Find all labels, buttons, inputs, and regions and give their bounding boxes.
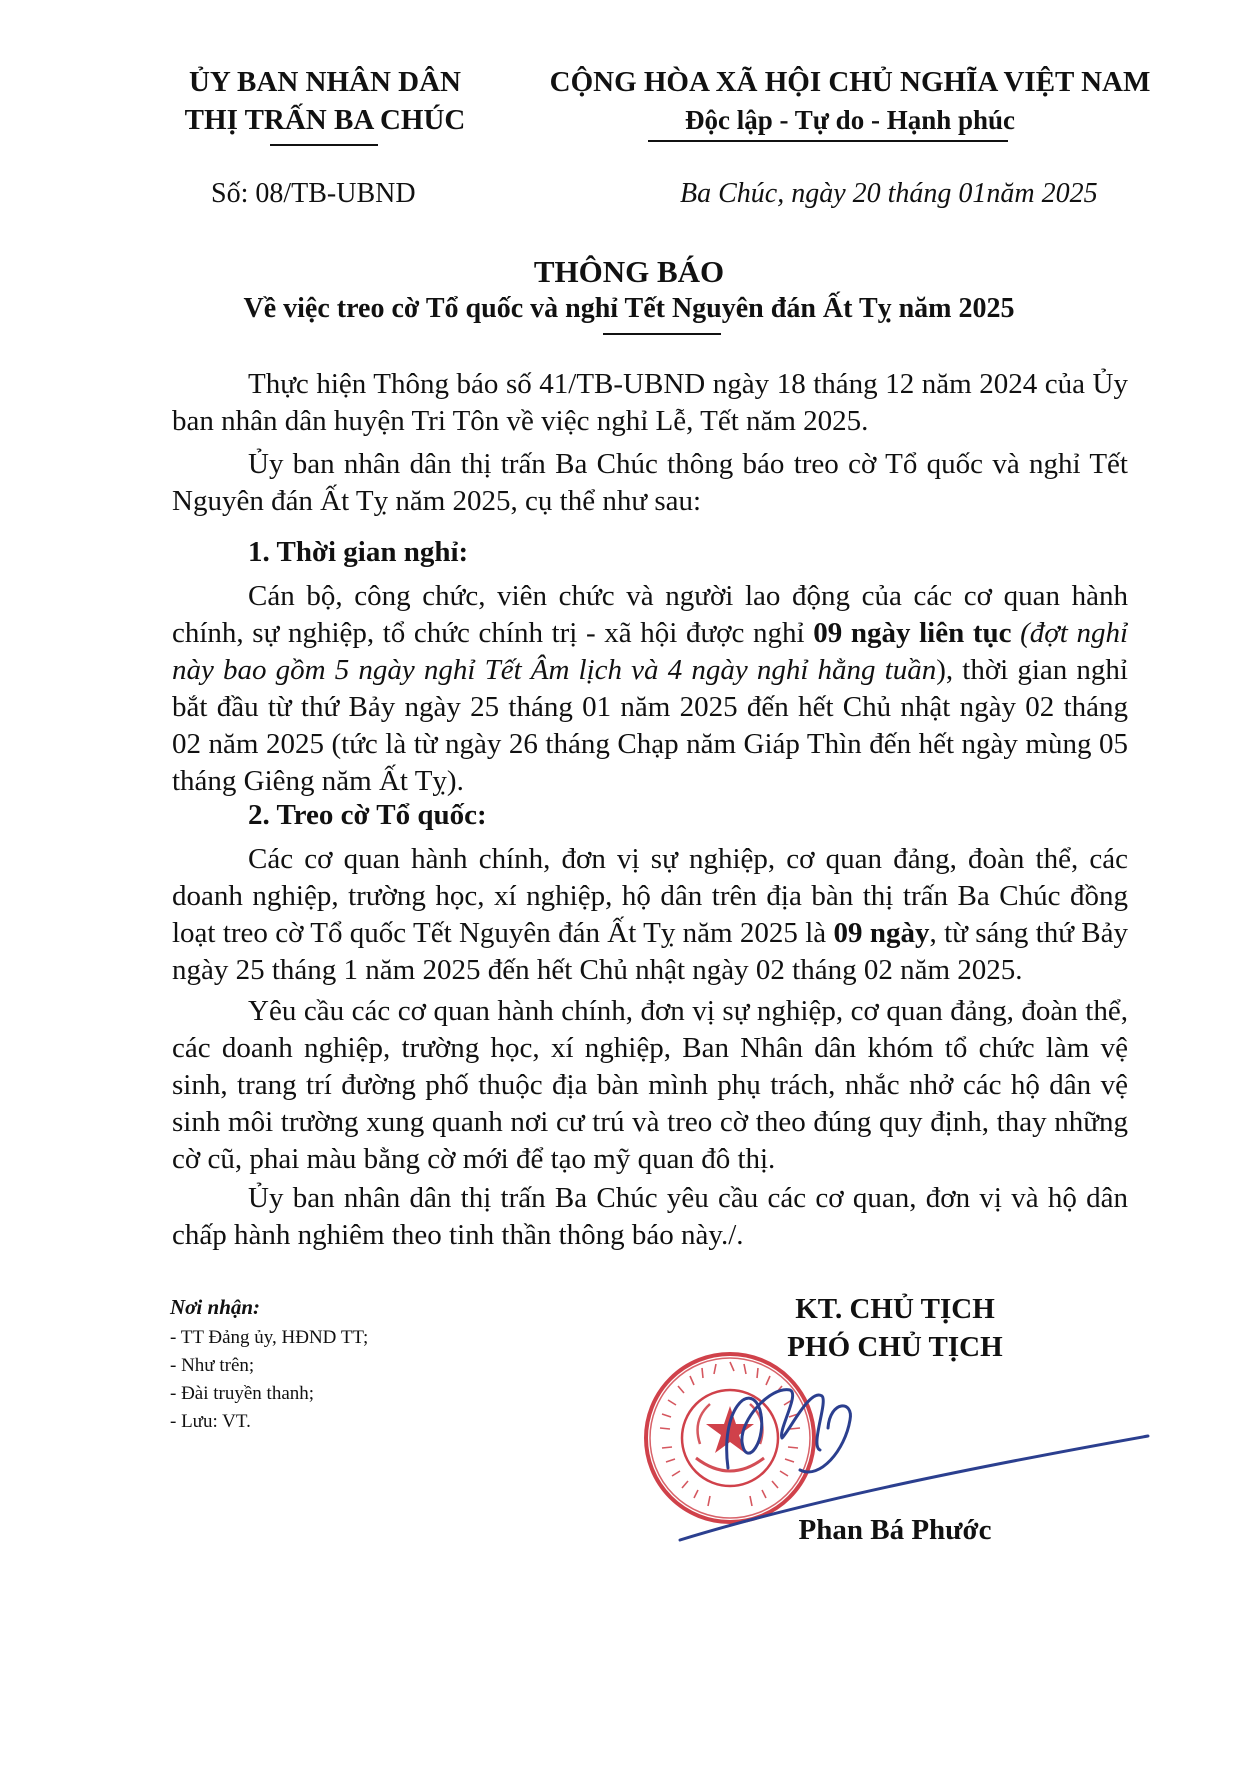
signatory-on-behalf: KT. CHỦ TỊCH [795, 1293, 995, 1325]
section-2-heading: 2. Treo cờ Tổ quốc: [248, 799, 487, 831]
section-2-text-b: , từ sáng thứ Bảy ngày 25 tháng 1 năm 2025 đến hết Chủ nhật ngày 02 tháng 02 năm 2025. [172, 917, 1129, 986]
section-1-text-a: Cán bộ, công chức, viên chức và người lao động của các cơ quan hành chính, sự nghiệp, tổ chức chính trị - xã hội được nghỉ [172, 580, 1128, 649]
section-2-text-a: Các cơ quan hành chính, đơn vị sự nghiệp, cơ quan đảng, đoàn thể, các doanh nghiệp, trường học, xí nghiệp, hộ dân trên địa bàn thị trấn Ba Chúc đồng loạt treo cờ Tổ quốc Tết Nguyên đán Ất Tỵ năm 2025 là [172, 843, 1128, 949]
place-date: Ba Chúc, ngày 20 tháng 01năm 2025 [680, 178, 1098, 209]
section-1-italic: (đợt nghỉ này bao gồm 5 ngày nghỉ Tết Âm lịch và 4 ngày nghỉ hằng tuần [172, 617, 1129, 686]
nation-title: CỘNG HÒA XÃ HỘI CHỦ NGHĨA VIỆT NAM [549, 66, 1151, 98]
section-1-text [172, 578, 1128, 800]
section-2-bold: 09 ngày [833, 917, 930, 949]
recipient-item: - TT Đảng ủy, HĐND TT; [170, 1327, 369, 1348]
doc-subject: Về việc treo cờ Tổ quốc và nghỉ Tết Nguyên đán Ất Tỵ năm 2025 [243, 293, 1015, 324]
doc-title: THÔNG BÁO [533, 254, 725, 289]
recipient-item: - Đài truyền thanh; [170, 1383, 315, 1404]
motto-underline [648, 140, 1008, 142]
agency-underline [270, 144, 378, 146]
nation-header [510, 63, 1190, 139]
signatory-name: Phan Bá Phước [798, 1514, 992, 1546]
section-1-heading: 1. Thời gian nghỉ: [248, 536, 469, 568]
motto: Độc lập - Tự do - Hạnh phúc [684, 105, 1016, 135]
agency-line1: ỦY BAN NHÂN DÂN [188, 66, 461, 98]
subject-underline [603, 333, 721, 335]
section-1-bold: 09 ngày liên tục [813, 617, 1012, 649]
section-1-text-b: ), thời gian nghỉ bắt đầu từ thứ Bảy ngày 25 tháng 01 năm 2025 đến hết Chủ nhật ngày 02 tháng 02 năm 2025 (tức là từ ngày 26 tháng Chạp năm Giáp Thìn đến hết ngày mùng 05 tháng Giêng năm Ất Tỵ). [172, 654, 1128, 797]
paragraph-1: Thực hiện Thông báo số 41/TB-UBND ngày 18 tháng 12 năm 2024 của Ủy ban nhân dân huyện Tri Tôn về việc nghỉ Lễ, Tết năm 2025. [172, 368, 1128, 437]
recipients-heading: Nơi nhận: [170, 1295, 261, 1319]
paragraph-2: Ủy ban nhân dân thị trấn Ba Chúc thông báo treo cờ Tổ quốc và nghỉ Tết Nguyên đán Ất Tỵ năm 2025, cụ thể như sau: [172, 448, 1128, 517]
agency-line2: THỊ TRẤN BA CHÚC [184, 104, 466, 136]
doc-number: Số: 08/TB-UBND [211, 178, 416, 209]
signatory-position: PHÓ CHỦ TỊCH [787, 1331, 1003, 1363]
recipient-item: - Lưu: VT. [170, 1411, 251, 1432]
recipient-item: - Như trên; [170, 1355, 255, 1376]
agency-header [160, 63, 490, 139]
section-2-text [172, 841, 1128, 989]
paragraph-4: Ủy ban nhân dân thị trấn Ba Chúc yêu cầu các cơ quan, đơn vị và hộ dân chấp hành nghiêm theo tinh thần thông báo này./. [172, 1182, 1128, 1251]
paragraph-3: Yêu cầu các cơ quan hành chính, đơn vị sự nghiệp, cơ quan đảng, đoàn thể, các doanh nghiệp, trường học, xí nghiệp, Ban Nhân dân khóm tổ chức làm vệ sinh, trang trí đường phố thuộc địa bàn mình phụ trách, nhắc nhở các hộ dân vệ sinh môi trường xung quanh nơi cư trú và treo cờ theo đúng quy định, thay những cờ cũ, phai màu bằng cờ mới để tạo mỹ quan đô thị. [172, 995, 1128, 1175]
